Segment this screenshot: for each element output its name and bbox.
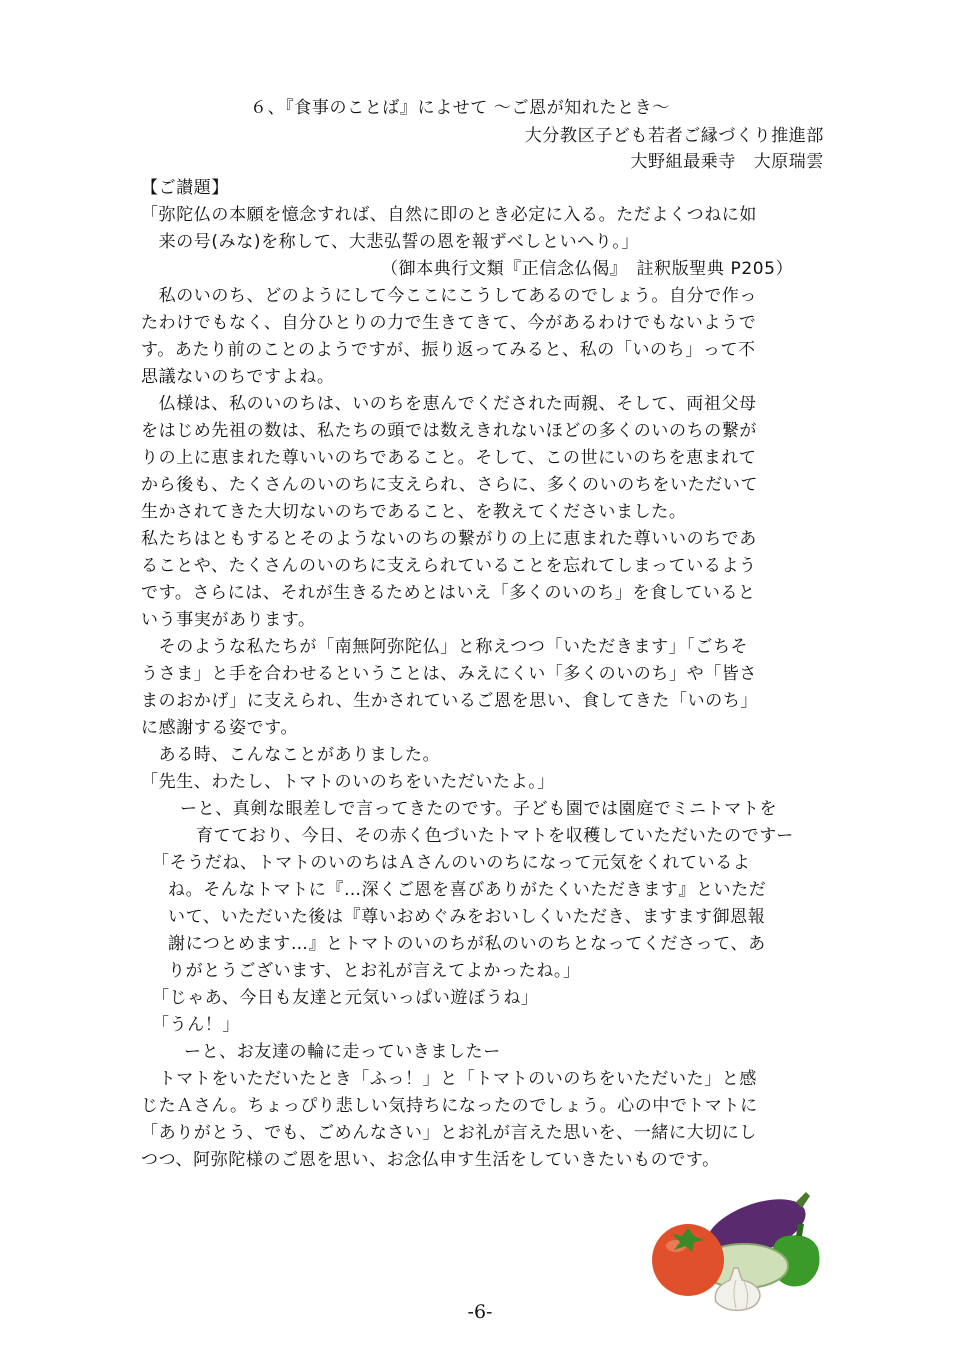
scripture-line: 来の号(みな)を称して、大悲弘誓の恩を報ずべしといへり。」 bbox=[141, 232, 640, 252]
body-line: に感謝する姿です。 bbox=[141, 718, 299, 738]
narration-line: ーと、真剣な眼差しで言ってきたのです。子ども園では園庭でミニトマトを bbox=[180, 799, 778, 819]
narration-line: 育てており、今日、その赤く色づいたトマトを収穫していただいたのですー bbox=[196, 826, 794, 846]
narration-line: ーと、お友達の輪に走っていきましたー bbox=[184, 1042, 501, 1062]
section-heading: 【ご讃題】 bbox=[141, 178, 229, 198]
vegetables-illustration bbox=[646, 1188, 836, 1312]
body-line: 私たちはともするとそのようないのちの繋がりの上に恵まれた尊いいのちであ bbox=[141, 529, 757, 549]
body-line: 思議ないのちですよね。 bbox=[141, 367, 335, 387]
page-title: ６、『食事のことば』によせて ～ご恩が知れたとき～ bbox=[250, 98, 670, 118]
body-line: いう事実があります。 bbox=[141, 610, 316, 630]
body-line: 生かされてきた大切ないのちであること、を教えてくださいました。 bbox=[141, 502, 687, 522]
dialogue-line: 謝につとめます…』とトマトのいのちが私のいのちとなってくださって、あ bbox=[168, 934, 766, 954]
body-line: す。あたり前のことのようですが、振り返ってみると、私の「いのち」って不 bbox=[141, 340, 756, 360]
body-line: りの上に恵まれた尊いいのちであること。そして、この世にいのちを恵まれて bbox=[141, 448, 757, 468]
body-line: です。さらには、それが生きるためとはいえ「多くのいのち」を食していると bbox=[141, 583, 756, 603]
scripture-line: 「弥陀仏の本願を憶念すれば、自然に即のとき必定に入る。ただよくつねに如 bbox=[141, 205, 757, 225]
dialogue-line: 「じゃあ、今日も友達と元気いっぱい遊ぼうね」 bbox=[152, 988, 539, 1008]
dialogue-line: 「うん！」 bbox=[152, 1015, 240, 1035]
body-line: じたＡさん。ちょっぴり悲しい気持ちになったのでしょう。心の中でトマトに bbox=[141, 1096, 758, 1116]
dialogue-line: 「そうだね、トマトのいのちはＡさんのいのちになって元気をくれているよ bbox=[152, 853, 751, 873]
page-number: -6- bbox=[467, 1301, 493, 1323]
body-line: ることや、たくさんのいのちに支えられていることを忘れてしまっているよう bbox=[141, 556, 757, 576]
author-line: 大野組最乗寺 大原瑞雲 bbox=[630, 152, 824, 172]
body-line: そのような私たちが「南無阿弥陀仏」と称えつつ「いただきます」「ごちそ bbox=[141, 637, 749, 657]
citation-line: （御本典行文類『正信念仏偈』 註釈版聖典 P205） bbox=[381, 259, 794, 279]
body-line: トマトをいただいたとき「ふっ！」と「トマトのいのちをいただいた」と感 bbox=[141, 1069, 757, 1089]
dialogue-line: 「先生、わたし、トマトのいのちをいただいたよ。」 bbox=[141, 772, 555, 792]
dialogue-line: りがとうございます、とお礼が言えてよかったね。」 bbox=[168, 961, 581, 981]
body-line: から後も、たくさんのいのちに支えられ、さらに、多くのいのちをいただいて bbox=[141, 475, 759, 495]
body-line: まのおかげ」に支えられ、生かされているご恩を思い、食してきた「いのち」 bbox=[141, 691, 759, 711]
body-line: をはじめ先祖の数は、私たちの頭では数えきれないほどの多くのいのちの繋が bbox=[141, 421, 757, 441]
body-line: ある時、こんなことがありました。 bbox=[141, 745, 441, 765]
organization-line: 大分教区子ども若者ご縁づくり推進部 bbox=[524, 126, 824, 146]
dialogue-line: いて、いただいた後は『尊いおめぐみをおいしくいただき、ますます御恩報 bbox=[168, 907, 766, 927]
body-line: たわけでもなく、自分ひとりの力で生きてきて、今があるわけでもないようで bbox=[141, 313, 757, 333]
body-line: 仏様は、私のいのちは、いのちを恵んでくだされた両親、そして、両祖父母 bbox=[141, 394, 757, 414]
body-line: つつ、阿弥陀様のご恩を思い、お念仏申す生活をしていきたいものです。 bbox=[141, 1150, 720, 1170]
dialogue-line: ね。そんなトマトに『…深くご恩を喜びありがたくいただきます』といただ bbox=[168, 880, 767, 900]
body-line: うさま」と手を合わせるということは、みえにくい「多くのいのち」や「皆さ bbox=[141, 664, 757, 684]
body-line: 「ありがとう、でも、ごめんなさい」とお礼が言えた思いを、一緒に大切にし bbox=[141, 1123, 757, 1143]
body-line: 私のいのち、どのようにして今ここにこうしてあるのでしょう。自分で作っ bbox=[141, 286, 757, 306]
